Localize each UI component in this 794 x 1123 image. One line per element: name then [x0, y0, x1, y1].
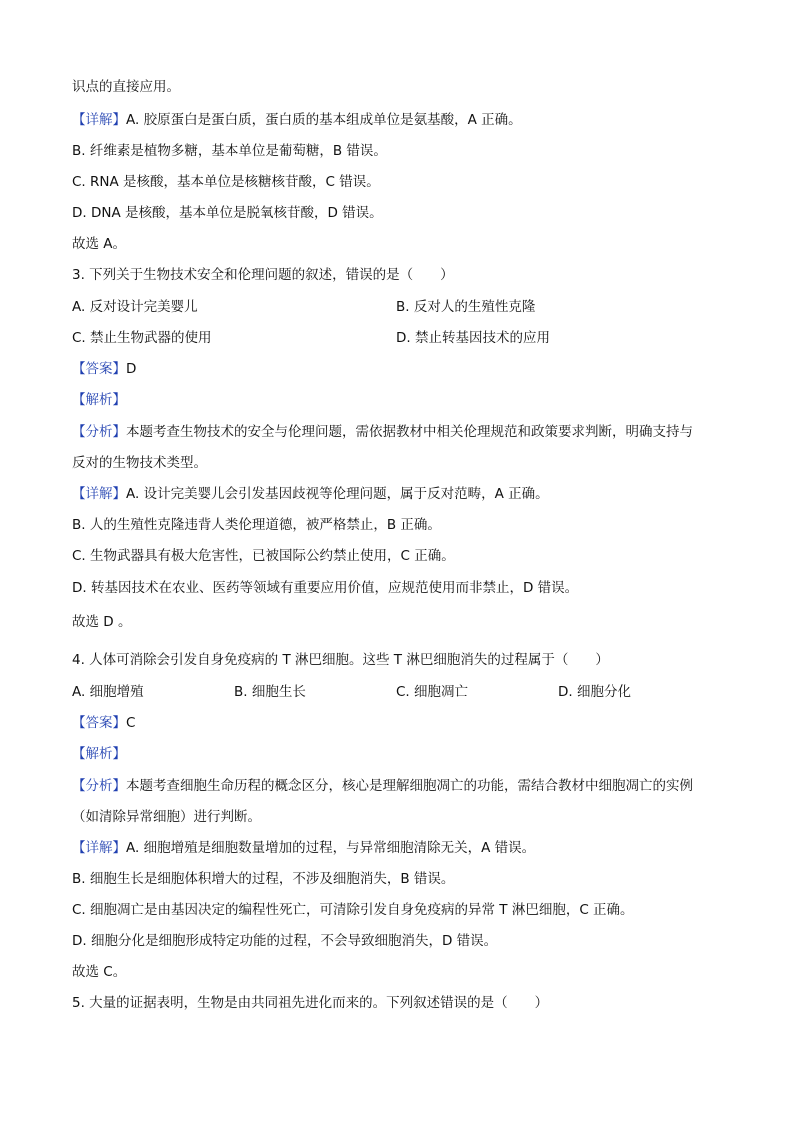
- q3-analysis-tag: [72, 390, 754, 410]
- q4-detail-d: D. 细胞分化是细胞形成特定功能的过程，不会导致细胞消失，D 错误。: [72, 933, 498, 949]
- q3-answer: [72, 359, 754, 379]
- q4-option-c: C. 细胞凋亡: [396, 684, 469, 700]
- q3-choice: 故选 D 。: [72, 614, 132, 630]
- q3-option-c: C. 禁止生物武器的使用: [72, 330, 212, 346]
- answer-value: C: [126, 715, 136, 731]
- detail-tag: 【详解】: [72, 112, 126, 128]
- q3-detail-d: D. 转基因技术在农业、医药等领域有重要应用价值，应规范使用而非禁止，D 错误。: [72, 580, 579, 596]
- q4-analysis-tag: [72, 744, 754, 764]
- q3-option-b: B. 反对人的生殖性克隆: [396, 299, 536, 315]
- q3-option-d: D. 禁止转基因技术的应用: [396, 330, 550, 346]
- q2-text-line: 识点的直接应用。: [72, 79, 180, 95]
- q4-option-a: A. 细胞增殖: [72, 684, 144, 700]
- q4-answer: [72, 713, 754, 733]
- fenxi-text: 本题考查生物技术的安全与伦理问题，需依据教材中相关伦理规范和政策要求判断，明确支持与: [126, 424, 693, 440]
- fenxi-tag: 【分析】: [72, 424, 126, 440]
- q3-detail-b: B. 人的生殖性克隆违背人类伦理道德，被严格禁止，B 正确。: [72, 517, 441, 533]
- answer-tag: 【答案】: [72, 715, 126, 731]
- answer-value: D: [126, 361, 137, 377]
- q4-detail-c: C. 细胞凋亡是由基因决定的编程性死亡，可清除引发自身免疫病的异常 T 淋巴细胞，C 正确。: [72, 902, 634, 918]
- analysis-tag: 【解析】: [72, 746, 126, 762]
- q2-detail-c: C. RNA 是核酸，基本单位是核糖核苷酸，C 错误。: [72, 174, 380, 190]
- q4-option-d: D. 细胞分化: [558, 684, 631, 700]
- q3-fenxi-1: [72, 422, 754, 442]
- q4-detail-b: B. 细胞生长是细胞体积增大的过程，不涉及细胞消失，B 错误。: [72, 871, 455, 887]
- q3-option-a: A. 反对设计完美婴儿: [72, 299, 198, 315]
- fenxi-text: 本题考查细胞生命历程的概念区分，核心是理解细胞凋亡的功能，需结合教材中细胞凋亡的实例: [126, 778, 693, 794]
- q2-detail-b: B. 纤维素是植物多糖，基本单位是葡萄糖，B 错误。: [72, 143, 387, 159]
- q3-fenxi-2: 反对的生物技术类型。: [72, 455, 207, 471]
- detail-tag: 【详解】: [72, 840, 126, 856]
- q4-choice: 故选 C。: [72, 964, 127, 980]
- q5-stem: 5. 大量的证据表明，生物是由共同祖先进化而来的。下列叙述错误的是（ ）: [72, 995, 549, 1011]
- detail-text: A. 细胞增殖是细胞数量增加的过程，与异常细胞清除无关，A 错误。: [126, 840, 536, 856]
- q2-detail-a: [72, 110, 754, 130]
- q4-detail-a: [72, 838, 754, 858]
- detail-text: A. 设计完美婴儿会引发基因歧视等伦理问题，属于反对范畴，A 正确。: [126, 486, 549, 502]
- q2-choice: 故选 A。: [72, 236, 127, 252]
- q4-fenxi-1: [72, 776, 754, 796]
- q2-detail-d: D. DNA 是核酸，基本单位是脱氧核苷酸，D 错误。: [72, 205, 383, 221]
- q4-stem: 4. 人体可消除会引发自身免疫病的 T 淋巴细胞。这些 T 淋巴细胞消失的过程属于（ ）: [72, 652, 609, 668]
- analysis-tag: 【解析】: [72, 392, 126, 408]
- fenxi-tag: 【分析】: [72, 778, 126, 794]
- q3-stem: 3. 下列关于生物技术安全和伦理问题的叙述，错误的是（ ）: [72, 267, 454, 283]
- q4-option-b: B. 细胞生长: [234, 684, 306, 700]
- detail-tag: 【详解】: [72, 486, 126, 502]
- q4-fenxi-2: （如清除异常细胞）进行判断。: [72, 809, 261, 825]
- detail-text: A. 胶原蛋白是蛋白质，蛋白质的基本组成单位是氨基酸，A 正确。: [126, 112, 522, 128]
- q3-detail-c: C. 生物武器具有极大危害性，已被国际公约禁止使用，C 正确。: [72, 548, 455, 564]
- answer-tag: 【答案】: [72, 361, 126, 377]
- q3-detail-a: [72, 484, 754, 504]
